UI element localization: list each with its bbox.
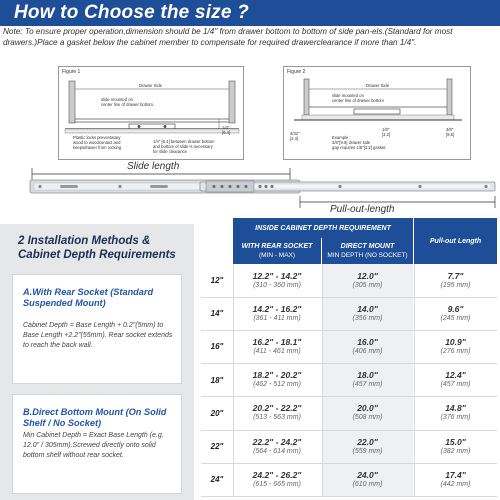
direct-mount-cell-inch: 24.0" bbox=[357, 469, 378, 480]
cabinet-depth-table bbox=[201, 218, 497, 497]
pullout-cell bbox=[414, 463, 497, 496]
size-cell: 16" bbox=[210, 342, 224, 352]
pullout-cell-inch: 15.0" bbox=[445, 436, 466, 447]
rear-socket-cell bbox=[233, 330, 321, 363]
pullout-cell bbox=[414, 397, 497, 430]
column-divider bbox=[414, 264, 415, 497]
method-b-title: B.Direct Bottom Mount (On Solid Shelf / No Socket) bbox=[23, 407, 167, 428]
direct-mount-cell-inch: 22.0" bbox=[357, 436, 378, 447]
method-a-title: A.With Rear Socket (Standard Suspended Mount) bbox=[23, 287, 154, 308]
pullout-title: Pull-out Length bbox=[429, 237, 482, 245]
figure-2 bbox=[283, 66, 471, 160]
rear-socket-cell-inch: 18.2" - 20.2" bbox=[252, 370, 302, 381]
figure-2-slide-note: slide mounted on center line of drawer bottom bbox=[332, 93, 384, 103]
pullout-cell-inch: 10.9" bbox=[445, 336, 466, 347]
direct-mount-title: DIRECT MOUNT bbox=[340, 243, 395, 250]
slide-length-label: Slide length bbox=[127, 161, 180, 172]
direct-mount-cell bbox=[322, 264, 413, 297]
figure-1-drawer-side: Drawer Side bbox=[139, 83, 163, 88]
direct-mount-cell-inch: 12.0" bbox=[357, 270, 378, 281]
pullout-length-label: Pull-out-length bbox=[330, 204, 395, 215]
direct-mount-cell bbox=[322, 463, 413, 496]
direct-mount-cell bbox=[322, 397, 413, 430]
table-header-direct-mount bbox=[322, 238, 413, 264]
direct-mount-cell-mm: (457 mm) bbox=[352, 381, 383, 389]
pullout-cell-inch: 14.8" bbox=[445, 403, 466, 414]
method-a-card bbox=[12, 274, 182, 384]
pullout-cell-mm: (276 mm) bbox=[440, 347, 471, 355]
page-title: How to Choose the size ? bbox=[14, 2, 249, 23]
size-cell: 14" bbox=[210, 309, 224, 319]
size-cell: 12" bbox=[210, 276, 224, 286]
direct-mount-cell-inch: 14.0" bbox=[357, 303, 378, 314]
pullout-cell-mm: (376 mm) bbox=[440, 414, 471, 422]
rear-socket-cell bbox=[233, 264, 321, 297]
pullout-cell-mm: (195 mm) bbox=[440, 281, 471, 289]
figure-2-example: Example : 3/8"[9.5] drawer side gap requires 1/8"[3.2] gasket. bbox=[332, 135, 387, 150]
pullout-cell-inch: 12.4" bbox=[445, 370, 466, 381]
pullout-cell-inch: 9.6" bbox=[447, 303, 464, 314]
figure-2-title: Figure 2 bbox=[287, 69, 306, 75]
note-text: Note: To ensure proper operation,dimension should be 1/4" from drawer bottom to bottom of side pan-els.(Standard for most drawers.)Place a gasket below the cabinet member to compensate for required drawerclearance if more than 1/4". bbox=[3, 27, 453, 47]
pullout-cell bbox=[414, 430, 497, 463]
installation-heading: 2 Installation Methods & Cabinet Depth Requirements bbox=[18, 235, 176, 261]
rear-socket-cell-mm: (411 - 461 mm) bbox=[253, 347, 301, 355]
column-divider bbox=[233, 264, 234, 497]
size-cell: 24" bbox=[210, 475, 224, 485]
direct-mount-cell-mm: (356 mm) bbox=[352, 314, 383, 322]
rear-socket-cell bbox=[233, 297, 321, 330]
installation-methods-panel bbox=[0, 224, 194, 500]
rear-socket-cell-mm: (462 - 512 mm) bbox=[253, 381, 301, 389]
table-header-top: INSIDE CABINET DEPTH REQUIREMENT bbox=[233, 218, 413, 238]
rear-socket-cell-inch: 12.2" - 14.2" bbox=[252, 270, 302, 281]
column-divider bbox=[322, 264, 323, 497]
rear-socket-cell-inch: 14.2" - 16.2" bbox=[252, 303, 302, 314]
direct-mount-cell bbox=[322, 430, 413, 463]
figure-1-title: Figure 1 bbox=[62, 69, 81, 75]
size-cell: 18" bbox=[210, 375, 224, 385]
direct-mount-cell-inch: 18.0" bbox=[357, 370, 378, 381]
size-cell: 22" bbox=[210, 442, 224, 452]
rear-socket-cell-mm: (615 - 665 mm) bbox=[253, 480, 301, 488]
rear-socket-cell bbox=[233, 397, 321, 430]
figure-1 bbox=[58, 66, 244, 160]
row-divider bbox=[201, 496, 497, 497]
figure-1-dimension: 1/4" [6.4] bbox=[222, 125, 231, 135]
direct-mount-cell-mm: (305 mm) bbox=[352, 281, 383, 289]
direct-mount-sub: MIN DEPTH (NO SOCKET) bbox=[327, 252, 408, 259]
rear-socket-cell-mm: (310 - 360 mm) bbox=[253, 281, 301, 289]
rear-socket-cell-inch: 22.2" - 24.2" bbox=[252, 436, 302, 447]
drawer-slide-illustration bbox=[0, 160, 500, 222]
pullout-cell-mm: (442 mm) bbox=[440, 480, 471, 488]
figure-1-slide-note: slide mounted on center line of drawer bottom. bbox=[101, 97, 155, 107]
rear-socket-cell bbox=[233, 430, 321, 463]
table-header-rear-socket bbox=[233, 238, 321, 264]
figure-1-gap-note: 1/4" [6.4] between drawer bottom and bottom of slide is necessary for slide clearance bbox=[153, 139, 215, 154]
method-a-body: Cabinet Depth = Base Length + 0.2"(5mm) to Base Length +2.2"(55mm). Rear socket extends to reach the back wall. bbox=[23, 322, 173, 349]
direct-mount-cell-mm: (559 mm) bbox=[352, 447, 383, 455]
pullout-cell-inch: 17.4" bbox=[445, 469, 466, 480]
rear-socket-title: WITH REAR SOCKET bbox=[241, 243, 313, 250]
direct-mount-cell bbox=[322, 364, 413, 397]
table-header-pullout bbox=[414, 218, 497, 264]
slide-diagram bbox=[0, 160, 500, 222]
size-cell: 20" bbox=[210, 408, 224, 418]
direct-mount-cell-inch: 16.0" bbox=[357, 336, 378, 347]
pullout-cell bbox=[414, 364, 497, 397]
method-b-card bbox=[12, 394, 182, 494]
title-banner bbox=[0, 0, 500, 26]
rear-socket-cell bbox=[233, 463, 321, 496]
figure-2-dim-left: 3/32" [2.4] bbox=[290, 131, 300, 141]
rear-socket-cell-inch: 20.2" - 22.2" bbox=[252, 403, 302, 414]
direct-mount-cell-inch: 20.0" bbox=[357, 403, 378, 414]
direct-mount-cell-mm: (508 mm) bbox=[352, 414, 383, 422]
figure-2-dim-right: 3/8" [9.5] bbox=[446, 127, 455, 137]
pullout-cell-inch: 7.7" bbox=[447, 270, 464, 281]
pullout-cell bbox=[414, 264, 497, 297]
method-b-body: Min Cabinet Depth = Exact Base Length (e.g. 12.0" / 305mm).Screwed directly onto solid bottom shelf without rear socket. bbox=[23, 432, 164, 459]
rear-socket-cell-mm: (513 - 563 mm) bbox=[253, 414, 301, 422]
direct-mount-cell-mm: (610 mm) bbox=[352, 480, 383, 488]
direct-mount-cell-mm: (406 mm) bbox=[352, 347, 383, 355]
figure-2-drawer-side: Drawer Side bbox=[366, 83, 390, 88]
pullout-cell bbox=[414, 297, 497, 330]
pullout-cell bbox=[414, 330, 497, 363]
rear-socket-cell-mm: (564 - 614 mm) bbox=[253, 447, 301, 455]
direct-mount-cell bbox=[322, 297, 413, 330]
direct-mount-cell bbox=[322, 330, 413, 363]
rear-socket-cell-inch: 16.2" - 18.1" bbox=[252, 336, 302, 347]
rear-socket-cell-mm: (361 - 411 mm) bbox=[253, 314, 301, 322]
rear-socket-sub: (MIN - MAX) bbox=[258, 252, 296, 259]
figure-2-dim-mid: 1/8" [3.2] bbox=[382, 127, 391, 137]
figure-1-plastic-note: Plastic locks preventatary wood to woodcontact and keepsdrawer from rocking bbox=[73, 135, 122, 150]
rear-socket-cell bbox=[233, 364, 321, 397]
pullout-cell-mm: (382 mm) bbox=[440, 447, 471, 455]
pullout-cell-mm: (245 mm) bbox=[440, 314, 471, 322]
rear-socket-cell-inch: 24.2" - 26.2" bbox=[252, 469, 302, 480]
pullout-cell-mm: (457 mm) bbox=[440, 381, 471, 389]
